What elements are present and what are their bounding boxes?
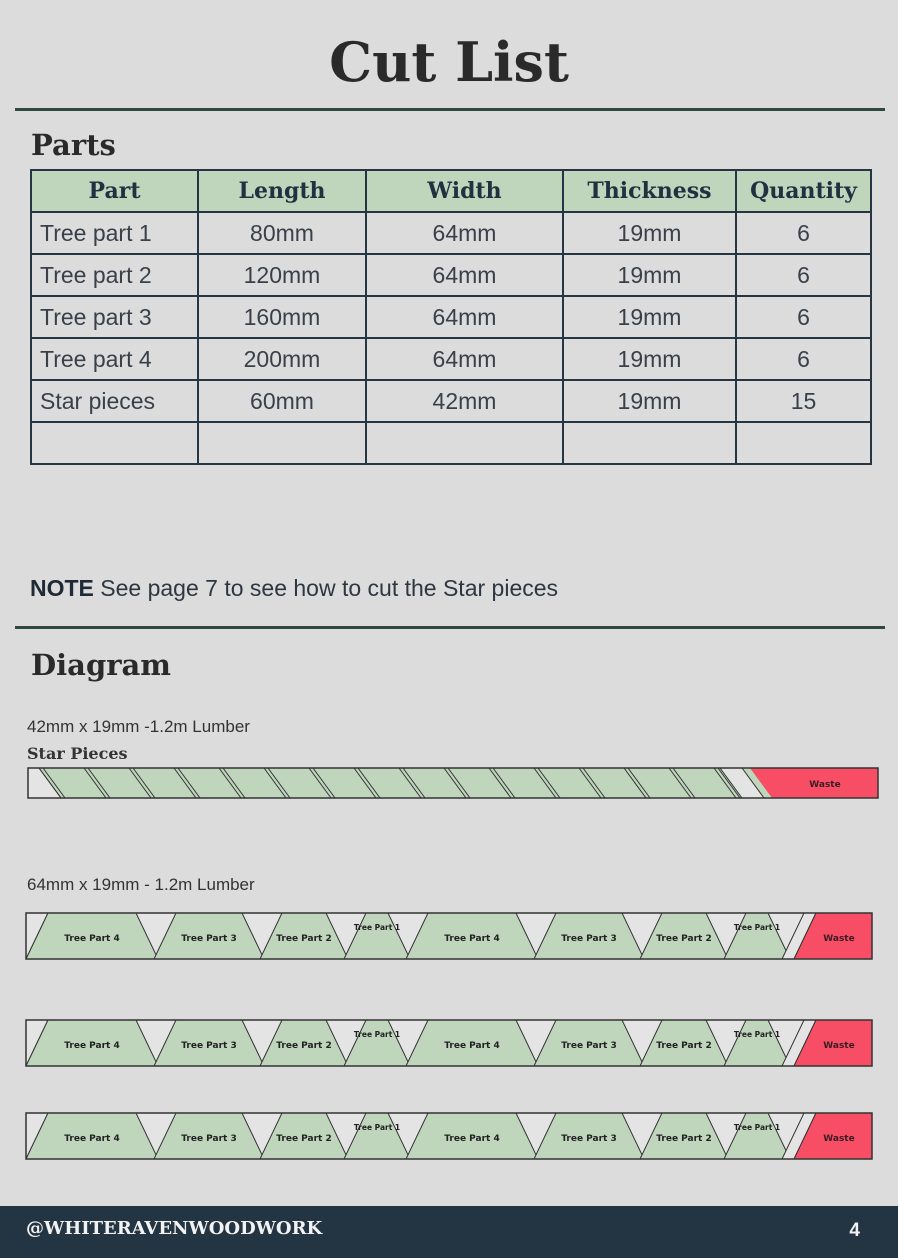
table-row — [31, 254, 871, 296]
table-header-row — [31, 170, 871, 212]
cell-part: Star pieces — [31, 380, 198, 422]
tree-part-label: Tree Part 3 — [181, 1041, 237, 1051]
tree-part-label: Tree Part 1 — [353, 1030, 401, 1039]
tree-lumber-label: 64mm x 19mm - 1.2m Lumber — [27, 875, 255, 894]
tree-part-label: Tree Part 4 — [64, 1041, 120, 1051]
tree-part-label: Tree Part 3 — [181, 934, 237, 944]
cell-thickness: 19mm — [563, 296, 736, 338]
cell-width: 42mm — [366, 380, 563, 422]
tree-part-label: Tree Part 1 — [353, 923, 401, 932]
table-row — [31, 380, 871, 422]
parts-heading: Parts — [31, 128, 116, 162]
tree-part-label: Tree Part 1 — [733, 1123, 781, 1132]
page-number: 4 — [849, 1220, 860, 1241]
cell-part: Tree part 2 — [31, 254, 198, 296]
cell-thickness: 19mm — [563, 380, 736, 422]
cell-width: 64mm — [366, 338, 563, 380]
cell-width — [366, 422, 563, 464]
divider — [15, 108, 885, 111]
divider — [15, 626, 885, 629]
table-row — [31, 296, 871, 338]
column-header-thickness: Thickness — [563, 170, 736, 212]
note-label: NOTE — [30, 575, 94, 601]
tree-part-label: Tree Part 2 — [276, 1041, 332, 1051]
tree-board-diagram-1 — [26, 913, 874, 963]
waste-label: Waste — [823, 934, 855, 944]
column-header-width: Width — [366, 170, 563, 212]
cut-list-table — [30, 169, 872, 465]
cell-thickness: 19mm — [563, 254, 736, 296]
tree-part-label: Tree Part 4 — [64, 1134, 120, 1144]
cell-part: Tree part 1 — [31, 212, 198, 254]
tree-board-diagram-2 — [26, 1020, 874, 1070]
cell-length: 80mm — [198, 212, 366, 254]
waste-label: Waste — [809, 780, 841, 790]
tree-part-label: Tree Part 1 — [733, 1030, 781, 1039]
page-title: Cut List — [329, 30, 569, 94]
column-header-quantity: Quantity — [736, 170, 871, 212]
cell-length — [198, 422, 366, 464]
tree-part-label: Tree Part 2 — [656, 1134, 712, 1144]
footer — [0, 1206, 898, 1258]
tree-part-label: Tree Part 1 — [733, 923, 781, 932]
table-row — [31, 338, 871, 380]
tree-part-label: Tree Part 1 — [353, 1123, 401, 1132]
cell-quantity: 6 — [736, 212, 871, 254]
cell-part — [31, 422, 198, 464]
cell-length: 160mm — [198, 296, 366, 338]
cell-quantity — [736, 422, 871, 464]
tree-part-label: Tree Part 2 — [656, 1041, 712, 1051]
cell-quantity: 6 — [736, 254, 871, 296]
table-row — [31, 212, 871, 254]
cell-width: 64mm — [366, 212, 563, 254]
column-header-part: Part — [31, 170, 198, 212]
cell-width: 64mm — [366, 254, 563, 296]
diagram-heading: Diagram — [31, 648, 171, 682]
cell-length: 60mm — [198, 380, 366, 422]
tree-part-label: Tree Part 4 — [444, 1134, 500, 1144]
tree-part-label: Tree Part 2 — [276, 1134, 332, 1144]
cell-width: 64mm — [366, 296, 563, 338]
tree-part-label: Tree Part 2 — [656, 934, 712, 944]
tree-part-label: Tree Part 3 — [181, 1134, 237, 1144]
cell-length: 120mm — [198, 254, 366, 296]
tree-part-label: Tree Part 4 — [64, 934, 120, 944]
star-lumber-label: 42mm x 19mm -1.2m Lumber — [27, 717, 250, 736]
cell-quantity: 15 — [736, 380, 871, 422]
cell-quantity: 6 — [736, 338, 871, 380]
star-caption: Star Pieces — [27, 744, 128, 763]
cell-quantity: 6 — [736, 296, 871, 338]
cell-thickness: 19mm — [563, 338, 736, 380]
tree-part-label: Tree Part 3 — [561, 1134, 617, 1144]
note-text: See page 7 to see how to cut the Star pieces — [93, 575, 559, 601]
waste-label: Waste — [823, 1134, 855, 1144]
table-row — [31, 422, 871, 464]
cell-length: 200mm — [198, 338, 366, 380]
cell-part: Tree part 4 — [31, 338, 198, 380]
tree-board-diagram-3 — [26, 1113, 874, 1163]
tree-part-label: Tree Part 4 — [444, 934, 500, 944]
footer-handle: @WHITERAVENWOODWORK — [26, 1218, 323, 1239]
star-board-diagram — [28, 768, 880, 800]
tree-part-label: Tree Part 3 — [561, 934, 617, 944]
note — [30, 575, 558, 602]
tree-part-label: Tree Part 4 — [444, 1041, 500, 1051]
cell-thickness — [563, 422, 736, 464]
tree-part-label: Tree Part 2 — [276, 934, 332, 944]
column-header-length: Length — [198, 170, 366, 212]
cell-part: Tree part 3 — [31, 296, 198, 338]
tree-part-label: Tree Part 3 — [561, 1041, 617, 1051]
cell-thickness: 19mm — [563, 212, 736, 254]
waste-label: Waste — [823, 1041, 855, 1051]
